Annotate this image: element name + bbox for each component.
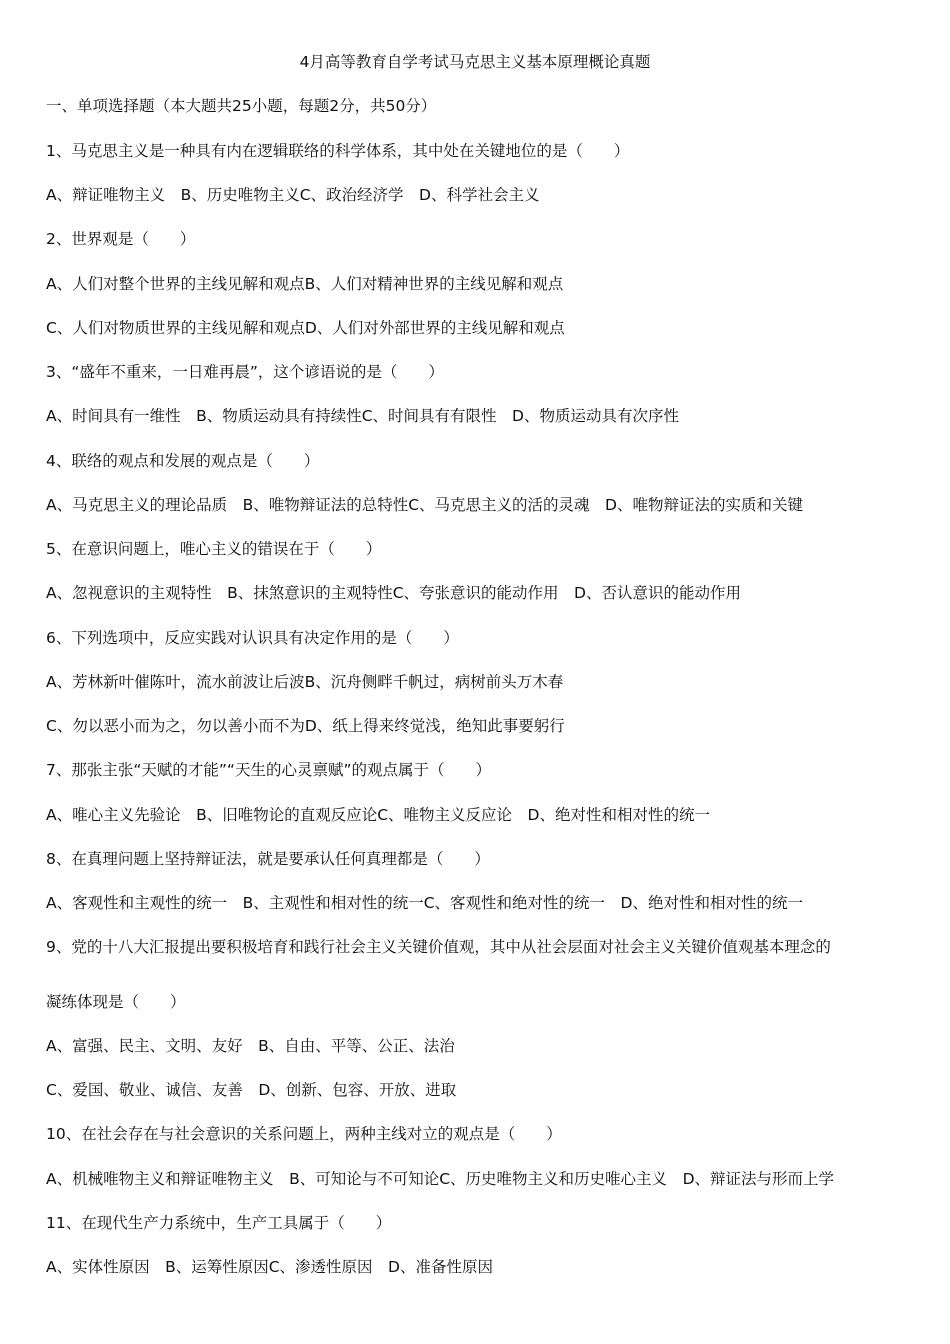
answer-options: A、时间具有一维性 B、物质运动具有持续性C、时间具有有限性 D、物质运动具有次序性 <box>46 407 679 425</box>
question-text: 3、“盛年不重来，一日难再晨”，这个谚语说的是（ ） <box>46 363 444 381</box>
answer-options: A、富强、民主、文明、友好 B、自由、平等、公正、法治 <box>46 1037 455 1055</box>
answer-options: A、忽视意识的主观特性 B、抹煞意识的主观特性C、夸张意识的能动作用 D、否认意识的能动作用 <box>46 584 741 602</box>
answer-options: C、人们对物质世界的主线见解和观点D、人们对外部世界的主线见解和观点 <box>46 319 565 337</box>
answer-options: A、人们对整个世界的主线见解和观点B、人们对精神世界的主线见解和观点 <box>46 275 564 293</box>
answer-options: A、客观性和主观性的统一 B、主观性和相对性的统一C、客观性和绝对性的统一 D、绝对性和相对性的统一 <box>46 894 803 912</box>
question-text: 1、马克思主义是一种具有内在逻辑联络的科学体系，其中处在关键地位的是（ ） <box>46 142 630 160</box>
question-text: 4、联络的观点和发展的观点是（ ） <box>46 452 320 470</box>
question-text: 10、在社会存在与社会意识的关系问题上，两种主线对立的观点是（ ） <box>46 1125 562 1143</box>
question-text: 11、在现代生产力系统中，生产工具属于（ ） <box>46 1214 392 1232</box>
question-text: 2、世界观是（ ） <box>46 230 196 248</box>
answer-options: A、实体性原因 B、运筹性原因C、渗透性原因 D、准备性原因 <box>46 1258 493 1276</box>
document-title: 4月高等教育自学考试马克思主义基本原理概论真题 <box>299 53 651 71</box>
question-text: 8、在真理问题上坚持辩证法，就是要承认任何真理都是（ ） <box>46 850 490 868</box>
question-text: 6、下列选项中，反应实践对认识具有决定作用的是（ ） <box>46 629 459 647</box>
answer-options: C、爱国、敬业、诚信、友善 D、创新、包容、开放、进取 <box>46 1081 457 1099</box>
answer-options: A、芳林新叶催陈叶，流水前波让后波B、沉舟侧畔千帆过，病树前头万木春 <box>46 673 564 691</box>
question-text: 凝练体现是（ ） <box>46 993 186 1011</box>
answer-options: C、勿以恶小而为之，勿以善小而不为D、纸上得来终觉浅，绝知此事要躬行 <box>46 717 565 735</box>
question-text: 7、那张主张“天赋的才能”“天生的心灵禀赋”的观点属于（ ） <box>46 761 491 779</box>
answer-options: A、机械唯物主义和辩证唯物主义 B、可知论与不可知论C、历史唯物主义和历史唯心主义 D、辩证法与形而上学 <box>46 1170 834 1188</box>
answer-options: A、唯心主义先验论 B、旧唯物论的直观反应论C、唯物主义反应论 D、绝对性和相对性的统一 <box>46 806 710 824</box>
answer-options: A、马克思主义的理论品质 B、唯物辩证法的总特性C、马克思主义的活的灵魂 D、唯物辩证法的实质和关键 <box>46 496 803 514</box>
section-heading: 一、单项选择题（本大题共25小题，每题2分，共50分） <box>46 97 437 115</box>
answer-options: A、辩证唯物主义 B、历史唯物主义C、政治经济学 D、科学社会主义 <box>46 186 540 204</box>
question-text: 5、在意识问题上，唯心主义的错误在于（ ） <box>46 540 382 558</box>
question-text: 9、党的十八大汇报提出要积极培育和践行社会主义关键价值观，其中从社会层面对社会主义关键价值观基本理念的 <box>46 938 831 956</box>
